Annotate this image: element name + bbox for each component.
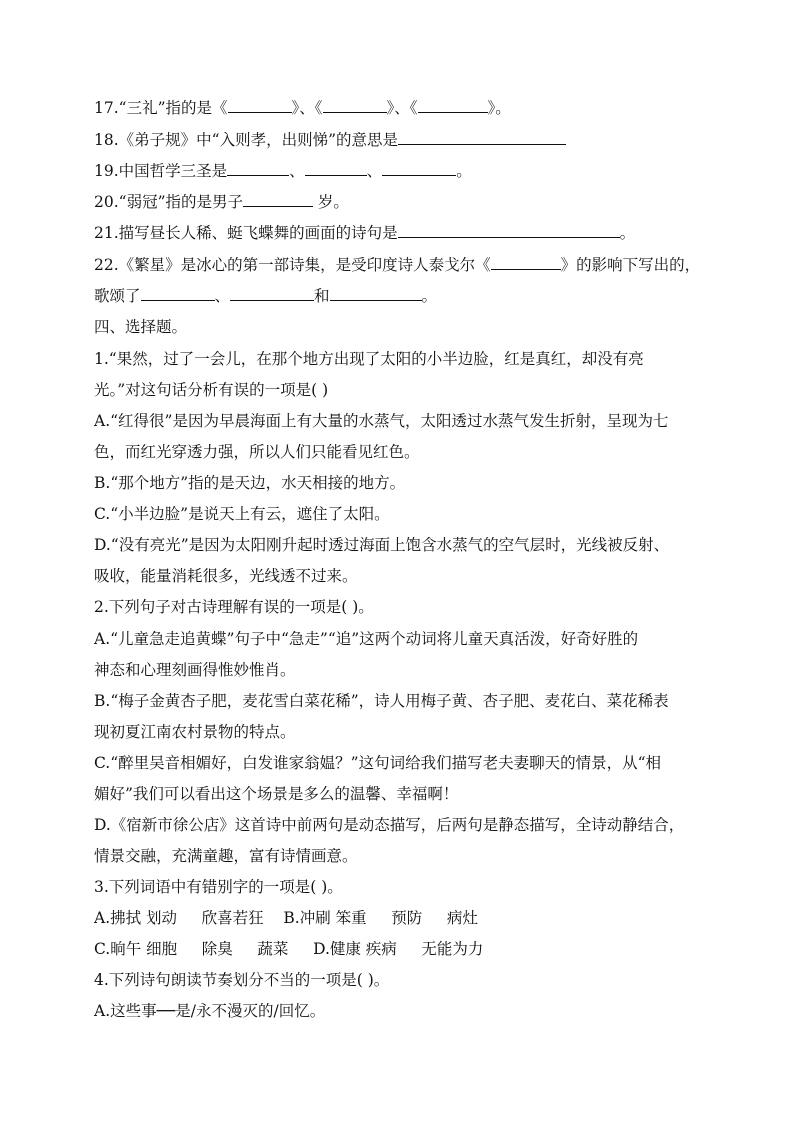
q17-blank-2[interactable] — [323, 98, 387, 113]
mc1-option-a-line-1: A.“红得很”是因为早晨海面上有大量的水蒸气，太阳透过水蒸气发生折射，呈现为七 — [94, 412, 669, 430]
q19-blank-2[interactable] — [305, 161, 367, 176]
q21-text-2: 。 — [619, 224, 636, 242]
mc2-option-c-line-2: 媚好”我们可以看出这个场景是多么的温馨、幸福啊！ — [94, 785, 459, 803]
q17-blank-1[interactable] — [228, 98, 292, 113]
q19-text-4: 。 — [456, 162, 472, 180]
mc1-stem-line-1: 1.“果然，过了一会儿，在那个地方出现了太阳的小半边脸，红是真红，却没有亮 — [94, 350, 644, 368]
mc1-option-a-line-2: 色，而红光穿透力强，所以人们只能看见红色。 — [94, 443, 420, 461]
q19-blank-1[interactable] — [227, 161, 289, 176]
q19-blank-3[interactable] — [382, 161, 456, 176]
q20-blank-1[interactable] — [243, 192, 313, 207]
question-22-line-2 — [94, 286, 437, 306]
question-22-line-1 — [94, 255, 700, 275]
question-18 — [94, 130, 566, 150]
mc1-option-d-line-2: 吸收，能量消耗很多，光线透不过来。 — [94, 567, 358, 585]
q22-blank-2[interactable] — [141, 286, 215, 301]
q17-text-3: 》、《 — [386, 99, 418, 117]
mc4-option-a: A.这些事──是/永不漫灭的/回忆。 — [94, 1002, 326, 1020]
q17-text-2: 》、《 — [291, 99, 323, 117]
question-21 — [94, 223, 635, 243]
q19-text-3: 、 — [366, 162, 383, 180]
q22-blank-3[interactable] — [230, 286, 314, 301]
mc1-option-c: C.“小半边脸”是说天上有云，遮住了太阳。 — [94, 505, 390, 523]
q19-text-2: 、 — [289, 162, 305, 180]
q21-blank-1[interactable] — [398, 223, 620, 238]
section-heading: 四、选择题。 — [94, 318, 188, 336]
q17-text-4: 》。 — [487, 99, 511, 117]
mc4-stem: 4.下列诗句朗读节奏划分不当的一项是( )。 — [94, 971, 390, 989]
mc2-option-c-line-1: C.“醉里吴音相媚好，白发谁家翁媪？”这句词给我们描写老夫妻聊天的情景，从“相 — [94, 754, 662, 772]
mc3-stem: 3.下列词语中有错别字的一项是( )。 — [94, 878, 343, 896]
q18-text-1: 18.《弟子规》中“入则孝，出则悌”的意思是 — [94, 131, 398, 149]
question-19 — [94, 161, 472, 181]
question-17 — [94, 98, 511, 118]
q22-blank-1[interactable] — [491, 255, 561, 270]
q22-text-5: 和 — [314, 287, 330, 305]
mc1-option-b: B.“那个地方”指的是天边，水天相接的地方。 — [94, 474, 406, 492]
mc2-option-b-line-2: 现初夏江南农村景物的特点。 — [94, 723, 296, 741]
q22-text-4: 、 — [214, 287, 231, 305]
question-20 — [94, 192, 349, 212]
mc3-options-cd: C.晌午 细胞 除臭 蔬菜 D.健康 疾病 无能为力 — [94, 940, 484, 958]
q19-text-1: 19.中国哲学三圣是 — [94, 162, 228, 180]
mc2-option-a-line-1: A.“儿童急走追黄蝶”句子中“急走”“追”这两个动词将儿童天真活泼，好奇好胜的 — [94, 630, 639, 648]
q22-text-6: 。 — [421, 287, 438, 305]
q17-blank-3[interactable] — [418, 98, 488, 113]
q18-blank-1[interactable] — [398, 130, 566, 145]
q22-text-3: 歌颂了 — [94, 287, 141, 305]
mc2-option-d-line-1: D.《宿新市徐公店》这首诗中前两句是动态描写，后两句是静态描写，全诗动静结合， — [94, 816, 685, 834]
q20-text-2: 岁。 — [313, 193, 349, 211]
mc2-option-a-line-2: 神态和心理刻画得惟妙惟肖。 — [94, 661, 296, 679]
q21-text-1: 21.描写昼长人稀、蜓飞蝶舞的画面的诗句是 — [94, 224, 398, 242]
mc1-stem-line-2: 光。”对这句话分析有误的一项是( ) — [94, 381, 329, 399]
mc2-option-d-line-2: 情景交融，充满童趣，富有诗情画意。 — [94, 847, 358, 865]
q22-blank-4[interactable] — [330, 286, 422, 301]
q20-text-1: 20.“弱冠”指的是男子 — [94, 193, 243, 211]
q22-text-1: 22.《繁星》是冰心的第一部诗集，是受印度诗人泰戈尔《 — [94, 256, 491, 274]
mc2-stem: 2.下列句子对古诗理解有误的一项是( )。 — [94, 598, 374, 616]
mc1-option-d-line-1: D.“没有亮光”是因为太阳刚升起时透过海面上饱含水蒸气的空气层时，光线被反射、 — [94, 536, 670, 554]
q17-text-1: 17.“三礼”指的是《 — [94, 99, 228, 117]
mc3-options-ab: A.拂拭 划动 欣喜若狂 B.冲刷 笨重 预防 病灶 — [94, 909, 478, 927]
mc2-option-b-line-1: B.“梅子金黄杏子肥，麦花雪白菜花稀”，诗人用梅子黄、杏子肥、麦花白、菜花稀表 — [94, 692, 669, 710]
q22-text-2: 》的影响下写出的， — [560, 256, 701, 274]
